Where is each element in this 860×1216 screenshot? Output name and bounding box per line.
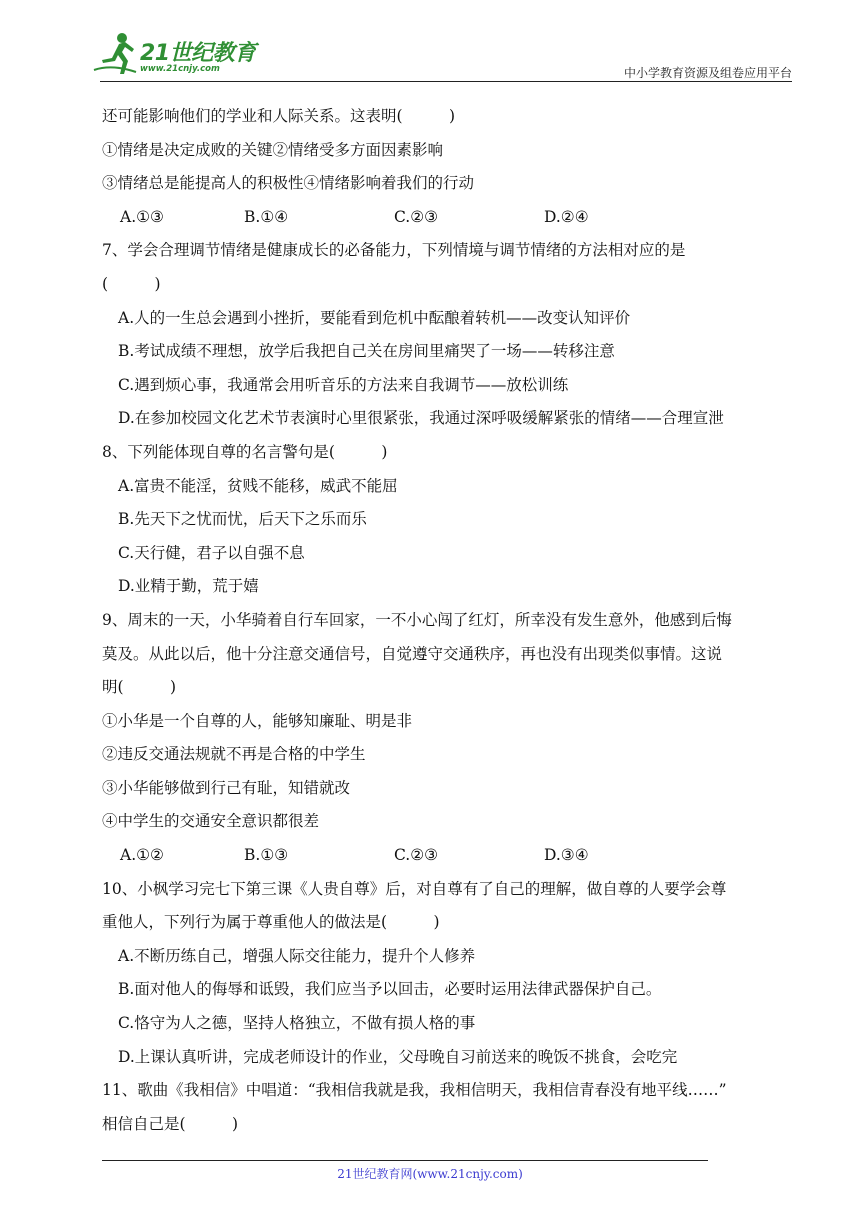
statement: ①小华是一个自尊的人，能够知廉耻、明是非: [102, 711, 413, 730]
text-line: 还可能影响他们的学业和人际关系。这表明( ): [102, 107, 456, 125]
option-b: B.面对他人的侮辱和诋毁，我们应当予以回击，必要时运用法律武器保护自己。: [118, 980, 662, 999]
option-a: A.人的一生总会遇到小挫折，要能看到危机中酝酿着转机——改变认知评价: [118, 308, 631, 327]
option-b: B.考试成绩不理想，放学后我把自己关在房间里痛哭了一场——转移注意: [118, 342, 615, 361]
option-c: C.恪守为人之德，坚持人格独立，不做有损人格的事: [118, 1014, 476, 1033]
question-8: 8、下列能体现自尊的名言警句是( ): [102, 442, 388, 461]
choice-b: B.①④: [244, 207, 289, 226]
choice-b: B.①③: [244, 846, 289, 865]
text-line: ①情绪是决定成败的关键②情绪受多方面因素影响: [102, 140, 444, 159]
logo-text: 21世纪教育: [140, 41, 256, 66]
document-body: [102, 100, 802, 1141]
runner-logo-icon: [92, 30, 140, 78]
choice-d: D.③④: [544, 846, 589, 865]
platform-name: 中小学教育资源及组卷应用平台: [623, 66, 792, 80]
choice-c: C.②③: [394, 846, 439, 865]
header-divider: [100, 81, 792, 82]
statement: ③小华能够做到行己有耻，知错就改: [102, 778, 351, 797]
question-7: 7、学会合理调节情绪是健康成长的必备能力，下列情境与调节情绪的方法相对应的是: [102, 241, 686, 260]
choice-d: D.②④: [544, 207, 589, 226]
choice-c: C.②③: [394, 207, 439, 226]
option-d: D.业精于勤，荒于嬉: [118, 577, 259, 596]
statement: ④中学生的交通安全意识都很差: [102, 812, 320, 831]
option-d: D.上课认真听讲，完成老师设计的作业，父母晚自习前送来的晚饭不挑食，会吃完: [118, 1047, 678, 1066]
text-line: ( ): [102, 274, 161, 293]
logo-url: www.21cnjy.com: [140, 64, 220, 74]
statement: ②违反交通法规就不再是合格的中学生: [102, 745, 366, 764]
answer-choices-q9: [102, 839, 802, 873]
option-a: A.不断历练自己，增强人际交往能力，提升个人修养: [118, 946, 476, 965]
text-line: 相信自己是( ): [102, 1114, 239, 1133]
text-line: ③情绪总是能提高人的积极性④情绪影响着我们的行动: [102, 174, 475, 193]
option-d: D.在参加校园文化艺术节表演时心里很紧张，我通过深呼吸缓解紧张的情绪——合理宣泄: [118, 409, 724, 428]
logo: [92, 30, 262, 78]
text-line: 明( ): [102, 678, 177, 697]
choice-a: A.①③: [120, 207, 164, 226]
option-c: C.天行健，君子以自强不息: [118, 543, 305, 562]
footer-text: 21世纪教育网(www.21cnjy.com): [337, 1167, 523, 1181]
question-10: 10、小枫学习完七下第三课《人贵自尊》后，对自尊有了自己的理解，做自尊的人要学会尊: [102, 879, 727, 898]
text-line: 重他人，下列行为属于尊重他人的做法是( ): [102, 913, 440, 932]
option-a: A.富贵不能淫，贫贱不能移，威武不能屈: [118, 476, 398, 495]
option-c: C.遇到烦心事，我通常会用听音乐的方法来自我调节——放松训练: [118, 375, 569, 394]
question-9: 9、周末的一天，小华骑着自行车回家，一不小心闯了红灯，所幸没有发生意外，他感到后悔: [102, 610, 732, 629]
text-line: 莫及。从此以后，他十分注意交通信号，自觉遵守交通秩序，再也没有出现类似事情。这说: [102, 644, 723, 663]
answer-choices-q6: [102, 201, 802, 235]
footer-divider: [102, 1160, 708, 1161]
choice-a: A.①②: [120, 846, 164, 865]
page-header: [92, 30, 792, 82]
option-b: B.先天下之忧而忧，后天下之乐而乐: [118, 510, 367, 529]
question-11: 11、歌曲《我相信》中唱道：“我相信我就是我，我相信明天，我相信青春没有地平线……”: [102, 1081, 727, 1100]
